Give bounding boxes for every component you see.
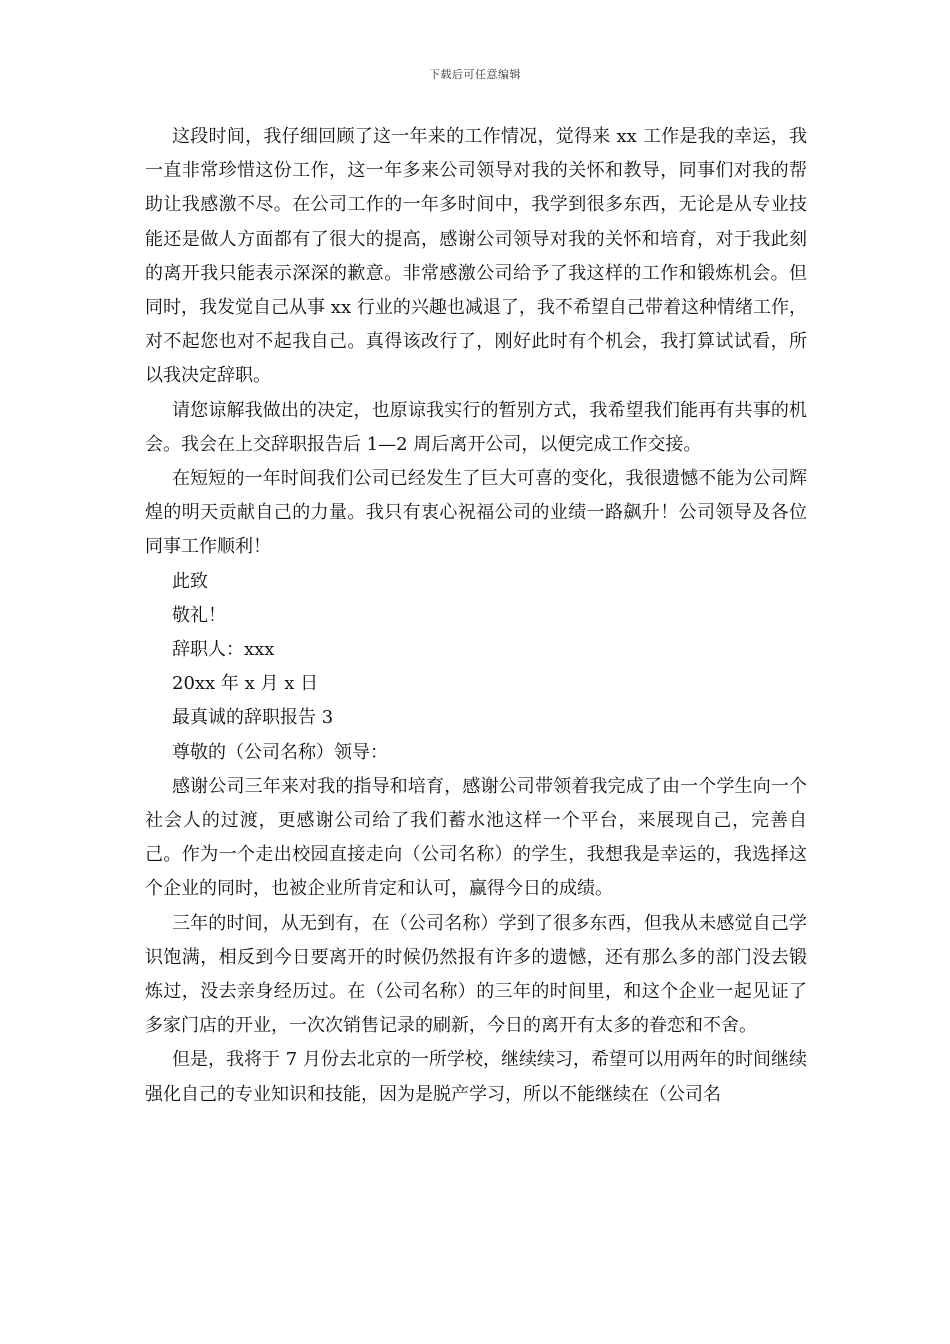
paragraph-three-years: 三年的时间，从无到有，在（公司名称）学到了很多东西，但我从未感觉自己学识饱满，相反到今日要离开的时候仍然报有许多的遗憾，还有那么多的部门没去锻炼过，没去亲身经历过。在（公司名称）的三年的时间里，和这个企业一起见证了多家门店的开业，一次次销售记录的刷新，今日的离开有太多的眷恋和不舍。 <box>145 912 807 1037</box>
date-line: 20xx 年 x 月 x 日 <box>172 673 319 695</box>
paragraph-study-plan: 但是，我将于 7 月份去北京的一所学校，继续续习，希望可以用两年的时间继续强化自己的专业知识和技能，因为是脱产学习，所以不能继续在（公司名 <box>145 1049 807 1105</box>
page-header: 下载后可任意编辑 <box>429 68 521 81</box>
paragraph-apology: 请您谅解我做出的决定，也原谅我实行的暂别方式，我希望我们能再有共事的机会。我会在上交辞职报告后 1—2 周后离开公司，以便完成工作交接。 <box>145 399 807 455</box>
paragraph-gratitude: 感谢公司三年来对我的指导和培育，感谢公司带领着我完成了由一个学生向一个社会人的过渡，更感谢公司给了我们蓄水池这样一个平台，来展现自己，完善自己。作为一个走出校园直接走向（公司名称）的学生，我想我是幸运的，我选择这个企业的同时，也被企业所肯定和认可，赢得今日的成绩。 <box>145 775 807 900</box>
report-greeting: 尊敬的（公司名称）领导： <box>172 741 388 763</box>
closing-regards: 敬礼！ <box>172 604 226 626</box>
closing-salutation: 此致 <box>172 570 208 592</box>
document-body <box>145 120 807 1112</box>
report-title: 最真诚的辞职报告 3 <box>172 707 334 729</box>
paragraph-worklook-back: 这段时间，我仔细回顾了这一年来的工作情况，觉得来 xx 工作是我的幸运，我一直非常珍惜这份工作，这一年多来公司领导对我的关怀和教导，同事们对我的帮助让我感激不尽。在公司工作的一年多时间中，我学到很多东西，无论是从专业技能还是做人方面都有了很大的提高，感谢公司领导对我的关怀和培育，对于我此刻的离开我只能表示深深的歉意。非常感激公司给予了我这样的工作和锻炼机会。但同时，我发觉自己从事 xx 行业的兴趣也减退了，我不希望自己带着这种情绪工作，对不起您也对不起我自己。真得该改行了，刚好此时有个机会，我打算试试看，所以我决定辞职。 <box>145 126 807 387</box>
signature-line: 辞职人：xxx <box>172 639 275 661</box>
paragraph-blessing: 在短短的一年时间我们公司已经发生了巨大可喜的变化，我很遗憾不能为公司辉煌的明天贡献自己的力量。我只有衷心祝福公司的业绩一路飙升！公司领导及各位同事工作顺利！ <box>145 468 807 558</box>
